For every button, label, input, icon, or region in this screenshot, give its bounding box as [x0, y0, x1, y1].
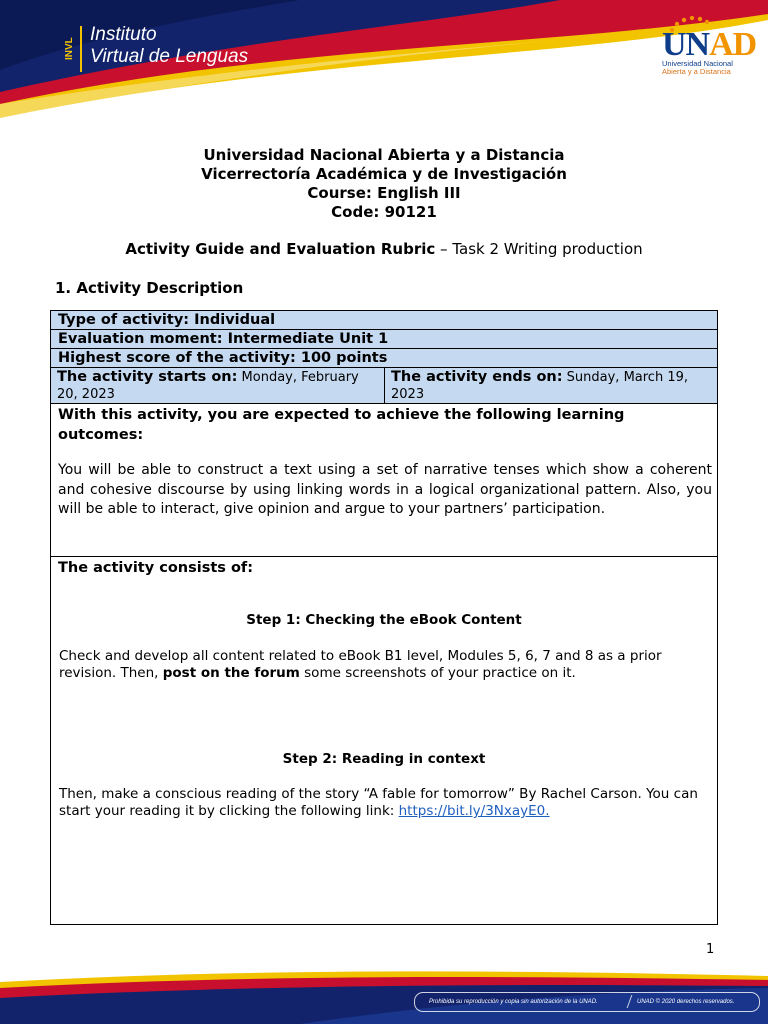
footer-notice	[414, 992, 760, 1012]
footer-separator	[627, 995, 633, 1008]
institute-logo	[90, 24, 248, 68]
evaluation-moment-row: Evaluation moment: Intermediate Unit 1	[50, 329, 718, 349]
vicerrectoria: Vicerrectoría Académica y de Investigación	[201, 165, 567, 183]
step2-text: Then, make a conscious reading of the story “A fable for tomorrow” By Rachel Carson. You can start your reading it by clicking the following link: https://bit.ly/3NxayE0.	[59, 786, 698, 819]
university-name: Universidad Nacional Abierta y a Distancia	[203, 146, 565, 164]
learning-outcomes-cell	[50, 403, 718, 557]
step2-title: Step 2: Reading in context	[282, 751, 486, 767]
course-name: Course: English III	[307, 184, 461, 202]
activity-consists-cell	[50, 556, 718, 925]
start-date-cell: The activity starts on: Monday, February 20, 2023	[51, 368, 385, 403]
unad-logo	[662, 16, 757, 82]
copyright-notice: UNAD © 2020 derechos reservados.	[637, 999, 735, 1005]
step1-title: Step 1: Checking the eBook Content	[246, 612, 522, 628]
reproduction-notice: Prohibida su reproducción y copia sin autorización de la UNAD.	[429, 999, 598, 1005]
section-title: 1. Activity Description	[55, 279, 244, 297]
highest-score-row: Highest score of the activity: 100 points	[50, 348, 718, 368]
activity-type-row: Type of activity: Individual	[50, 310, 718, 330]
logo-line-1: Instituto	[90, 24, 157, 45]
unad-wordmark: UNAD	[662, 26, 757, 63]
dates-row	[50, 367, 718, 404]
reading-link[interactable]: https://bit.ly/3NxayE0.	[398, 803, 550, 819]
outcomes-text: You will be able to construct a text using a set of narrative tenses which show a coherent and cohesive discourse by using linking words in a logical organizational pattern. Also, you will be able to interact, give opinion and argue to your partners’ participation.	[58, 462, 712, 517]
document-titles	[0, 146, 768, 222]
course-code: Code: 90121	[331, 203, 437, 221]
guide-title: Activity Guide and Evaluation Rubric – Task 2 Writing production	[125, 240, 643, 258]
logo-divider	[80, 26, 82, 72]
unad-subtitle: Universidad Nacional Abierta y a Distancia	[662, 59, 733, 76]
invl-badge: INVL	[64, 37, 75, 61]
end-date-cell: The activity ends on: Sunday, March 19, 2023	[391, 369, 689, 402]
outcomes-heading: With this activity, you are expected to achieve the following learning outcomes:	[58, 407, 625, 443]
logo-line-2: Virtual de Lenguas	[90, 46, 249, 67]
step1-text: Check and develop all content related to eBook B1 level, Modules 5, 6, 7 and 8 as a prior revision. Then, post on the forum some screenshots of your practice on it.	[59, 648, 662, 681]
consists-heading: The activity consists of:	[58, 560, 254, 576]
page-number: 1	[706, 942, 715, 957]
